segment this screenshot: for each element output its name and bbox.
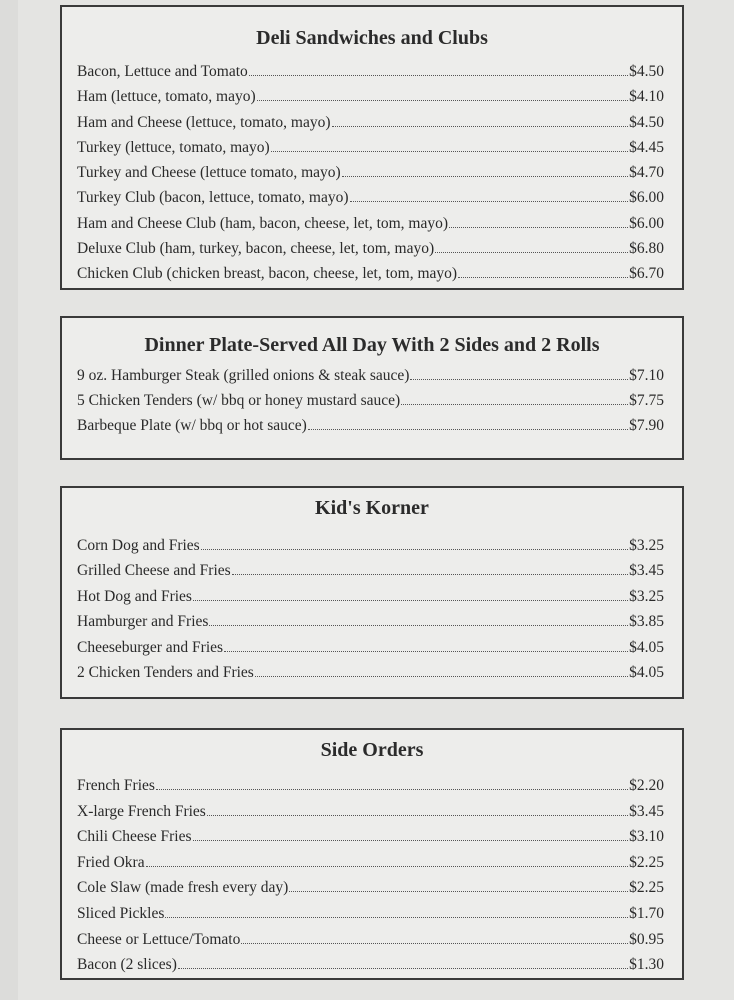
- dot-leader: [255, 676, 628, 677]
- menu-item-price: $2.20: [629, 777, 664, 794]
- menu-item-price: $3.45: [629, 802, 664, 820]
- menu-item-name: Bacon (2 slices): [77, 956, 177, 974]
- menu-item-price: $3.10: [629, 828, 664, 846]
- menu-item-price: $4.50: [629, 113, 664, 131]
- menu-item-price: $0.95: [629, 930, 664, 948]
- menu-item-name: 2 Chicken Tenders and Fries: [77, 663, 254, 681]
- menu-item-price: $6.80: [629, 240, 664, 258]
- menu-item-name: 9 oz. Hamburger Steak (grilled onions & steak sauce): [77, 367, 410, 384]
- dot-leader: [257, 100, 629, 101]
- menu-item: [77, 664, 664, 689]
- menu-item-name: Ham and Cheese (lettuce, tomato, mayo): [77, 113, 331, 131]
- menu-item-name: Sliced Pickles: [77, 904, 165, 922]
- dot-leader: [165, 917, 628, 918]
- menu-item-name: Turkey (lettuce, tomato, mayo): [77, 138, 270, 156]
- menu-item-price: $2.25: [629, 879, 664, 897]
- menu-item: [77, 63, 664, 88]
- menu-item-name: Grilled Cheese and Fries: [77, 562, 231, 580]
- menu-item: [77, 639, 664, 664]
- menu-item: [77, 88, 664, 113]
- menu-item-price: $3.85: [629, 613, 664, 631]
- menu-item-price: $7.75: [629, 392, 664, 409]
- menu-item: [77, 613, 664, 638]
- dot-leader: [224, 651, 628, 652]
- menu-item-name: French Fries: [77, 777, 155, 794]
- menu-item-price: $4.05: [629, 638, 664, 656]
- menu-item-price: $6.00: [629, 189, 664, 207]
- dot-leader: [308, 429, 628, 430]
- dot-leader: [178, 968, 628, 969]
- dot-leader: [458, 277, 628, 278]
- menu-item-name: Hot Dog and Fries: [77, 587, 192, 605]
- section-dinner-plate: [60, 316, 684, 460]
- menu-item-name: X-large French Fries: [77, 802, 206, 820]
- menu-item-price: $4.70: [629, 164, 664, 182]
- menu-item-price: $3.25: [629, 537, 664, 554]
- menu-item-name: Ham (lettuce, tomato, mayo): [77, 88, 256, 106]
- dot-leader: [449, 227, 628, 228]
- menu-item-name: Cole Slaw (made fresh every day): [77, 879, 289, 897]
- dot-leader: [241, 943, 628, 944]
- menu-item-name: Fried Okra: [77, 853, 145, 871]
- menu-item-name: Ham and Cheese Club (ham, bacon, cheese, let, tom, mayo): [77, 214, 449, 232]
- menu-item-name: Turkey Club (bacon, lettuce, tomato, mayo): [77, 189, 349, 207]
- dot-leader: [435, 252, 628, 253]
- dot-leader: [209, 625, 628, 626]
- dot-leader: [410, 379, 628, 380]
- menu-item: [77, 139, 664, 164]
- menu-item: [77, 562, 664, 587]
- menu-item: [77, 392, 664, 417]
- menu-item-name: 5 Chicken Tenders (w/ bbq or honey mustard sauce): [77, 392, 401, 409]
- menu-item-price: $4.45: [629, 138, 664, 156]
- menu-item-name: Barbeque Plate (w/ bbq or hot sauce): [77, 417, 307, 434]
- dot-leader: [201, 549, 628, 550]
- section-title: Dinner Plate-Served All Day With 2 Sides and 2 Rolls: [144, 334, 600, 356]
- menu-item-name: Chicken Club (chicken breast, bacon, cheese, let, tom, mayo): [77, 265, 458, 283]
- page-edge: [0, 0, 18, 1000]
- menu-item-name: Cheese or Lettuce/Tomato: [77, 930, 241, 948]
- dot-leader: [156, 789, 628, 790]
- menu-item: [77, 905, 664, 931]
- menu-item: [77, 777, 664, 803]
- dot-leader: [289, 891, 628, 892]
- menu-item-price: $1.70: [629, 904, 664, 922]
- menu-item-price: $2.25: [629, 853, 664, 871]
- menu-item-name: Turkey and Cheese (lettuce tomato, mayo): [77, 164, 341, 182]
- dot-leader: [342, 176, 628, 177]
- section-deli-sandwiches: [60, 5, 684, 290]
- menu-item: [77, 828, 664, 854]
- dot-leader: [271, 151, 628, 152]
- dot-leader: [232, 574, 628, 575]
- section-title: Deli Sandwiches and Clubs: [256, 27, 488, 49]
- menu-item: [77, 265, 664, 290]
- section-title: Side Orders: [320, 739, 424, 761]
- dot-leader: [193, 840, 629, 841]
- menu-item-price: $7.10: [629, 367, 664, 384]
- menu-item-name: Deluxe Club (ham, turkey, bacon, cheese, let, tom, mayo): [77, 240, 435, 258]
- menu-item: [77, 164, 664, 189]
- menu-item-price: $3.45: [629, 562, 664, 580]
- dot-leader: [193, 600, 628, 601]
- menu-item-name: Hamburger and Fries: [77, 613, 209, 631]
- menu-item: [77, 588, 664, 613]
- menu-item-price: $6.00: [629, 214, 664, 232]
- menu-item: [77, 114, 664, 139]
- menu-item: [77, 189, 664, 214]
- menu-item: [77, 879, 664, 905]
- menu-item: [77, 956, 664, 982]
- dot-leader: [249, 75, 628, 76]
- menu-item: [77, 240, 664, 265]
- menu-item: [77, 215, 664, 240]
- menu-item: [77, 367, 664, 392]
- menu-item-name: Chili Cheese Fries: [77, 828, 192, 846]
- menu-item-price: $4.10: [629, 88, 664, 106]
- menu-item-price: $3.25: [629, 587, 664, 605]
- menu-item: [77, 854, 664, 880]
- menu-item-price: $6.70: [629, 265, 664, 283]
- menu-item: [77, 931, 664, 957]
- menu-item: [77, 803, 664, 829]
- menu-item: [77, 417, 664, 442]
- menu-item-price: $4.05: [629, 663, 664, 681]
- section-side-orders: [60, 728, 684, 980]
- dot-leader: [350, 201, 629, 202]
- dot-leader: [146, 866, 629, 867]
- section-title: Kid's Korner: [315, 497, 429, 519]
- menu-item-price: $7.90: [629, 417, 664, 434]
- menu-item-price: $4.50: [629, 63, 664, 80]
- dot-leader: [332, 126, 629, 127]
- menu-item-name: Bacon, Lettuce and Tomato: [77, 63, 248, 80]
- menu-item-price: $1.30: [629, 956, 664, 974]
- dot-leader: [401, 404, 628, 405]
- menu-item-name: Cheeseburger and Fries: [77, 638, 224, 656]
- menu-item-name: Corn Dog and Fries: [77, 537, 200, 554]
- section-kids-korner: [60, 486, 684, 699]
- menu-item: [77, 537, 664, 562]
- dot-leader: [207, 815, 628, 816]
